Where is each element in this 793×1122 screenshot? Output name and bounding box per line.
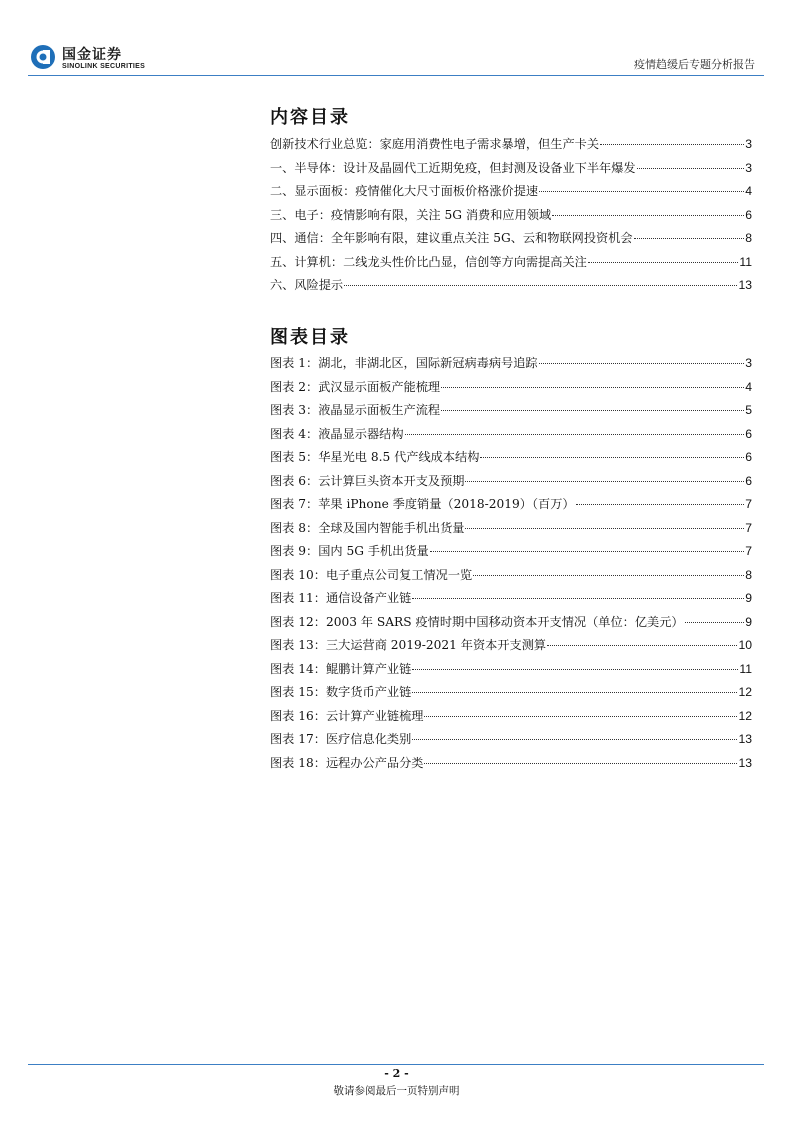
toc-entry[interactable] <box>270 253 752 277</box>
logo-text-cn: 国金证券 <box>62 47 122 63</box>
toc-entry-page: 3 <box>745 137 752 151</box>
toc-leader-dots <box>465 480 744 482</box>
toc-entry-label: 图表 17：医疗信息化类别 <box>270 732 412 746</box>
toc-entry-page: 3 <box>745 160 752 175</box>
figures-title: 图表目录 <box>270 327 350 348</box>
toc-entry-label: 图表 9：国内 5G 手机出货量 <box>270 544 429 558</box>
toc-entry[interactable] <box>270 448 752 472</box>
header-divider <box>28 75 764 76</box>
toc-leader-dots <box>480 456 744 458</box>
toc-entry[interactable] <box>270 425 752 449</box>
toc-entry-page: 4 <box>745 379 752 394</box>
toc-entry[interactable] <box>270 401 752 425</box>
toc-entry-page: 9 <box>745 591 752 605</box>
toc-entry-page: 13 <box>738 732 752 746</box>
toc-entry-label: 图表 5：华星光电 8.5 代产线成本结构 <box>270 450 480 464</box>
toc-leader-dots <box>465 527 744 529</box>
toc-entry-page: 12 <box>738 708 752 723</box>
toc-leader-dots <box>637 167 745 169</box>
toc-entry-page: 9 <box>745 614 752 629</box>
toc-entry-page: 11 <box>739 254 752 269</box>
toc-entry-label: 图表 6：云计算巨头资本开支及预期 <box>270 473 465 488</box>
toc-leader-dots <box>424 762 737 764</box>
toc-leader-dots <box>588 261 738 263</box>
toc-entry-label: 图表 16：云计算产业链梳理 <box>270 708 424 723</box>
toc-entry-page: 13 <box>738 278 752 292</box>
toc-leader-dots <box>412 738 737 740</box>
toc-entry[interactable] <box>270 182 752 206</box>
figures-list <box>270 354 752 777</box>
toc-leader-dots <box>539 190 744 192</box>
contents-list <box>270 135 752 300</box>
toc-entry-label: 图表 10：电子重点公司复工情况一览 <box>270 567 473 582</box>
toc-leader-dots <box>634 237 745 239</box>
toc-entry[interactable] <box>270 730 752 754</box>
toc-entry-label: 五、计算机：二线龙头性价比凸显，信创等方向需提高关注 <box>270 254 587 269</box>
toc-leader-dots <box>441 386 744 388</box>
toc-entry[interactable] <box>270 276 752 300</box>
toc-entry[interactable] <box>270 378 752 402</box>
toc-entry[interactable] <box>270 660 752 684</box>
toc-leader-dots <box>424 715 737 717</box>
toc-leader-dots <box>600 143 744 145</box>
toc-entry[interactable] <box>270 589 752 613</box>
toc-entry-label: 图表 8：全球及国内智能手机出货量 <box>270 520 465 535</box>
toc-entry-label: 图表 15：数字货币产业链 <box>270 685 412 699</box>
toc-entry-label: 一、半导体：设计及晶圆代工近期免疫，但封测及设备业下半年爆发 <box>270 160 636 175</box>
toc-entry-label: 三、电子：疫情影响有限，关注 5G 消费和应用领域 <box>270 207 552 222</box>
toc-entry[interactable] <box>270 754 752 778</box>
toc-leader-dots <box>441 409 744 411</box>
toc-leader-dots <box>576 503 745 505</box>
toc-entry-label: 创新技术行业总览：家庭用消费性电子需求暴增，但生产卡关 <box>270 137 600 151</box>
toc-leader-dots <box>344 284 737 286</box>
toc-entry-page: 8 <box>745 231 752 245</box>
page-header <box>28 42 765 76</box>
toc-entry-page: 10 <box>738 638 752 652</box>
toc-entry-page: 6 <box>745 450 752 464</box>
toc-entry-page: 7 <box>745 497 752 511</box>
toc-entry-page: 13 <box>738 755 752 770</box>
toc-leader-dots <box>412 691 737 693</box>
toc-entry[interactable] <box>270 354 752 378</box>
toc-leader-dots <box>547 644 737 646</box>
toc-leader-dots <box>552 214 744 216</box>
toc-leader-dots <box>405 433 745 435</box>
toc-entry[interactable] <box>270 472 752 496</box>
toc-entry[interactable] <box>270 206 752 230</box>
toc-entry-label: 图表 4：液晶显示器结构 <box>270 426 404 441</box>
logo-text-en: SINOLINK SECURITIES <box>62 63 146 70</box>
toc-entry-page: 6 <box>745 473 752 488</box>
disclaimer: 敬请参阅最后一页特别声明 <box>333 1085 460 1097</box>
toc-entry-page: 3 <box>745 356 752 370</box>
contents-title: 内容目录 <box>270 107 350 128</box>
toc-leader-dots <box>412 668 738 670</box>
toc-entry[interactable] <box>270 636 752 660</box>
toc-entry-label: 图表 18：远程办公产品分类 <box>270 755 424 770</box>
sinolink-logo-icon <box>30 44 56 70</box>
toc-entry-label: 四、通信：全年影响有限，建议重点关注 5G、云和物联网投资机会 <box>270 231 633 245</box>
toc-entry-page: 6 <box>745 426 752 441</box>
toc-entry[interactable] <box>270 542 752 566</box>
toc-leader-dots <box>473 574 744 576</box>
toc-entry[interactable] <box>270 495 752 519</box>
toc-entry[interactable] <box>270 613 752 637</box>
toc-leader-dots <box>539 362 745 364</box>
toc-entry[interactable] <box>270 683 752 707</box>
toc-entry[interactable] <box>270 159 752 183</box>
toc-entry-page: 12 <box>738 685 752 699</box>
toc-entry-page: 8 <box>745 567 752 582</box>
toc-entry-page: 7 <box>745 544 752 558</box>
toc-entry-label: 图表 14：鲲鹏计算产业链 <box>270 661 412 676</box>
toc-entry-page: 11 <box>739 661 752 676</box>
footer-divider <box>28 1064 764 1065</box>
report-title: 疫情趋缓后专题分析报告 <box>634 58 755 71</box>
toc-entry[interactable] <box>270 566 752 590</box>
toc-entry-label: 图表 13：三大运营商 2019-2021 年资本开支测算 <box>270 638 547 652</box>
toc-entry-page: 6 <box>745 207 752 222</box>
company-logo <box>28 44 178 74</box>
toc-entry-label: 图表 3：液晶显示面板生产流程 <box>270 403 441 417</box>
toc-entry-page: 5 <box>745 403 752 417</box>
toc-leader-dots <box>430 550 744 552</box>
toc-entry-label: 图表 11：通信设备产业链 <box>270 591 412 605</box>
toc-entry-page: 7 <box>745 520 752 535</box>
toc-entry-label: 图表 2：武汉显示面板产能梳理 <box>270 379 441 394</box>
page-number: - 2 - <box>384 1067 409 1080</box>
toc-entry[interactable] <box>270 707 752 731</box>
toc-leader-dots <box>412 597 744 599</box>
toc-entry-label: 图表 1：湖北，非湖北区，国际新冠病毒病号追踪 <box>270 356 538 370</box>
toc-entry[interactable] <box>270 519 752 543</box>
toc-leader-dots <box>685 621 745 623</box>
toc-entry-label: 图表 7：苹果 iPhone 季度销量（2018-2019）（百万） <box>270 497 575 511</box>
toc-entry[interactable] <box>270 135 752 159</box>
toc-entry[interactable] <box>270 229 752 253</box>
toc-entry-label: 六、风险提示 <box>270 278 344 292</box>
toc-entry-label: 图表 12：2003 年 SARS 疫情时期中国移动资本开支情况（单位：亿美元） <box>270 614 684 629</box>
toc-entry-page: 4 <box>745 184 752 198</box>
toc-entry-label: 二、显示面板：疫情催化大尺寸面板价格涨价提速 <box>270 184 539 198</box>
